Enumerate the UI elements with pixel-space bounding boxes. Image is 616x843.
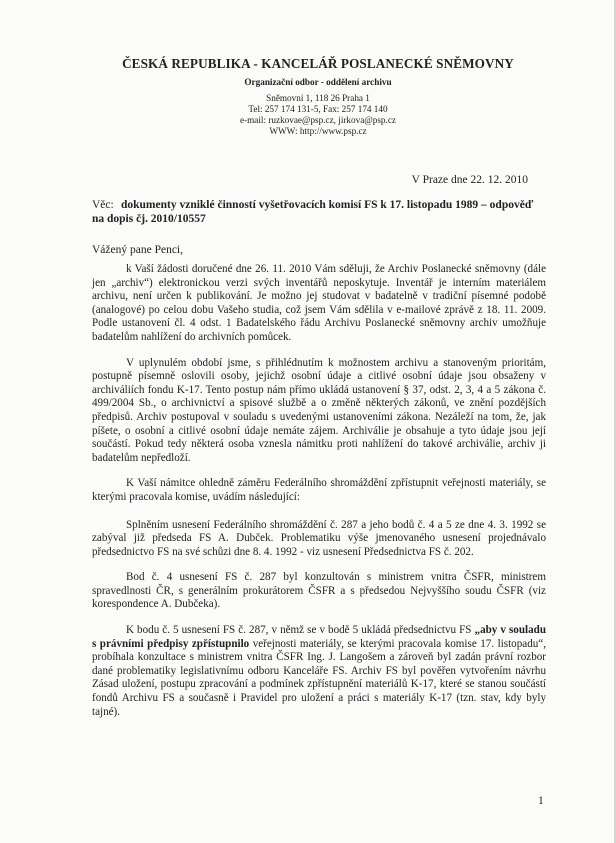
paragraph-4: Splněním usnesení Federálního shromáždění č. 287 a jeho bodů č. 4 a 5 ze dne 4. 3. 1992 se zabýval již předseda FS A. Dubček. Problematiku výše jmenovaného usnesení projednávalo předsednictvo FS na své schůzi dne 8. 4. 1992 - viz usnesení Předsednictva FS č. 202. [92,518,546,558]
paragraph-1: k Vaší žádosti doručené dne 26. 11. 2010 Vám sděluji, že Archiv Poslanecké sněmovny (dále jen „archiv“) elektronickou verzi svých inventářů neposkytuje. Inventář je interním materiálem archivu, není určen k publikování. Je možno jej studovat v badatelně v tradiční písemné podobě (analogové) po celou dobu Vašeho studia, což jsem Vám sdělila v e-mailové zprávě z 18. 11. 2009. Podle ustanovení čl. 4 odst. 1 Badatelského řádu Archivu Poslanecké sněmovny archiv umožňuje badatelům nahlížení do archivních pomůcek. [92,263,546,343]
letterhead [0,56,616,137]
letter-date: V Praze dne 22. 12. 2010 [411,174,528,186]
letterhead-department: Organizační odbor - oddělení archivu [244,77,392,87]
paragraph-6 [92,624,546,719]
page-number: 1 [538,795,544,807]
letterhead-web: WWW: http://www.psp.cz [269,126,367,136]
letterhead-email: e-mail: ruzkovae@psp.cz, jirkova@psp.cz [240,115,396,125]
letterhead-address: Sněmovní 1, 118 26 Praha 1 [266,93,370,103]
subject-label: Věc: [92,199,114,211]
paragraph-6-rest: veřejnosti materiály, se kterými pracovala komise 17. listopadu“, probíhala konzultace s ministrem vnitra ČSFR Ing. J. Langošem a zároveň byl zadán právní rozbor dané problematiky legislativnímu odboru Kanceláře FS. Archiv FS byl pověřen vytvořením návrhu Zásad uložení, postupu zpracování a podmínek zpřístupnění materiálů K-17, které se stanou součástí fondů Archivu FS a současně i Pravidel pro uložení a práci s materiály K-17 (tzn. stav, kdy byly tajné). [92,637,546,718]
paragraph-6-start: K bodu č. 5 usnesení FS č. 287, v němž se v bodě 5 ukládá předsednictvu FS [126,624,475,637]
letter-subject [92,198,544,226]
salutation: Vážený pane Penci, [92,244,184,256]
paragraph-5: Bod č. 4 usnesení FS č. 287 byl konzultován s ministrem vnitra ČSFR, ministrem spravedlnosti ČR, s generálním prokurátorem ČSFR a s předsedou Nejvyššího soudu ČSFR (viz korespondence A. Dubčeka). [92,571,546,611]
letterhead-title: ČESKÁ REPUBLIKA - KANCELÁŘ POSLANECKÉ SNĚMOVNY [122,56,514,71]
letterhead-phone: Tel: 257 174 131-5, Fax: 257 174 140 [248,104,388,114]
subject-text: dokumenty vzniklé činností vyšetřovacích komisí FS k 17. listopadu 1989 – odpověď na dopis čj. 2010/10557 [92,199,534,225]
paragraph-3: K Vaší námitce ohledně záměru Federálního shromáždění zpřístupnit veřejnosti materiály, se kterými pracovala komise, uvádím následující: [92,477,546,503]
paragraph-6-quote: „aby v souladu s právními předpisy zpřístupnilo [92,624,546,650]
paragraph-2: V uplynulém období jsme, s přihlédnutím k možnostem archivu a stanoveným prioritám, postupně písemně oslovili osoby, jejichž osobní údaje a citlivé osobní údaje jsou obsaženy v archiváliích fondu K-17. Tento postup nám přímo ukládá ustanovení § 37, odst. 2, 3, 4 a 5 zákona č. 499/2004 Sb., o archivnictví a spisové službě a o změně některých zákonů, ve znění pozdějších předpisů. Archiv postupoval v souladu s uvedenými ustanoveními zákona. Nezáleží na tom, že, jak píšete, o osobní a citlivé osobní údaje nemáte zájem. Archiválie je obsahuje a tyto údaje jsou její součástí. Pokud tedy některá osoba vznesla námitku proti nahlížení do takové archiválie, archiv ji badatelům nepředloží. [92,356,546,464]
letter-body [92,263,546,731]
